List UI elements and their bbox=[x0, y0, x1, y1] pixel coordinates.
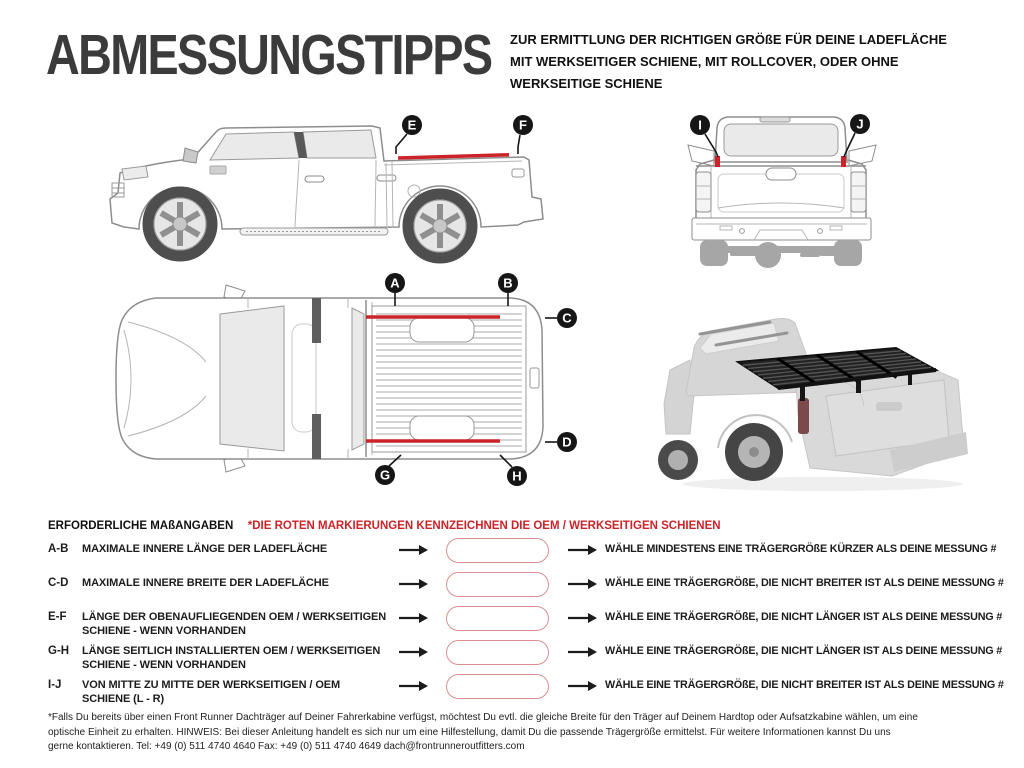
rear-bumper bbox=[692, 218, 871, 240]
measurement-input-field[interactable] bbox=[446, 538, 549, 563]
oem-rail-red-marking bbox=[715, 156, 720, 167]
tailgate-handle bbox=[876, 402, 902, 411]
truck-rear-view-illustration bbox=[650, 100, 895, 268]
bed-cutout bbox=[410, 318, 474, 342]
arrow-right-icon bbox=[553, 543, 605, 556]
arrow-right-icon bbox=[553, 645, 605, 658]
tailgate-handle bbox=[512, 169, 524, 177]
row-label: LÄNGE DER OBENAUFLIEGENDEN OEM / WERKSEITIGEN SCHIENE - WENN VORHANDEN bbox=[82, 611, 387, 637]
marker-d bbox=[557, 432, 577, 452]
truck-bed-rack-photo bbox=[648, 292, 1008, 497]
fender-badge bbox=[210, 166, 226, 174]
brake-light bbox=[760, 117, 790, 122]
svg-text:F: F bbox=[519, 117, 527, 133]
marker-i bbox=[690, 115, 710, 135]
arrow-right-icon bbox=[553, 611, 605, 624]
left-mirror bbox=[688, 145, 714, 166]
footer-line: optische Einheit zu erhalten. HINWEIS: Bei dieser Anleitung handelt es sich nur um eine Hilfestellung, damit Du die passende Trägergröße ermittelst. Für weitere Informationen kannst Du uns bbox=[48, 726, 891, 738]
arrow-right-icon bbox=[553, 577, 605, 590]
red-rail-note: *DIE ROTEN MARKIERUNGEN KENNZEICHNEN DIE OEM / WERKSEITIGEN SCHIENEN bbox=[247, 520, 721, 532]
row-instruction: WÄHLE MINDESTENS EINE TRÄGERGRÖßE KÜRZER ALS DEINE MESSUNG # bbox=[605, 543, 997, 555]
row-key: E-F bbox=[48, 611, 67, 623]
footer-line: *Falls Du bereits über einen Front Runner Dachträger auf Deiner Fahrerkabine verfügst, möchtest Du evtl. die gleiche Breite für den Träger auf Deinem Hardtop oder Aufsatzkabine wählen, um eine bbox=[48, 712, 918, 723]
front-wheel bbox=[148, 192, 212, 256]
marker-b bbox=[498, 273, 518, 293]
oem-rail-red-marking bbox=[841, 156, 846, 167]
measurement-input-field[interactable] bbox=[446, 640, 549, 665]
arrow-right-icon bbox=[398, 645, 446, 658]
side-mirror bbox=[183, 148, 198, 163]
marker-g bbox=[375, 465, 395, 485]
page-title: ABMESSUNGSTIPPS bbox=[46, 23, 492, 87]
marker-a bbox=[385, 273, 405, 293]
row-key: G-H bbox=[48, 645, 70, 657]
rear-wheel bbox=[408, 194, 472, 258]
left-taillight bbox=[696, 172, 711, 212]
svg-text:A: A bbox=[390, 275, 400, 291]
row-instruction: WÄHLE EINE TRÄGERGRÖßE, DIE NICHT LÄNGER IST ALS DEINE MESSUNG # bbox=[605, 611, 1003, 623]
tailgate-latch bbox=[530, 368, 539, 388]
row-key: I-J bbox=[48, 679, 62, 691]
svg-text:B: B bbox=[503, 275, 513, 291]
footer-line: gerne kontaktieren. Tel: +49 (0) 511 4740 4640 Fax: +49 (0) 511 4740 4649 dach@frontrunneroutfitters.com bbox=[48, 741, 525, 752]
measurement-row-i-j bbox=[48, 679, 1008, 713]
subtitle-line: ZUR ERMITTLUNG DER RICHTIGEN GRÖßE FÜR DEINE LADEFLÄCHE bbox=[510, 32, 947, 47]
footer-note bbox=[48, 711, 1016, 755]
subtitle-line: WERKSEITIGE SCHIENE bbox=[510, 76, 663, 91]
marker-j bbox=[850, 114, 870, 134]
arrow-right-icon bbox=[553, 679, 605, 692]
row-label: VON MITTE ZU MITTE DER WERKSEITIGEN / OEM SCHIENE (L - R) bbox=[82, 679, 341, 705]
svg-text:J: J bbox=[856, 116, 864, 132]
marker-c bbox=[557, 308, 577, 328]
tailgate-handle bbox=[766, 168, 796, 180]
measurements-heading: ERFORDERLICHE MAßANGABEN bbox=[48, 520, 234, 532]
row-label: MAXIMALE INNERE BREITE DER LADEFLÄCHE bbox=[82, 577, 329, 589]
measurements-section bbox=[48, 517, 1008, 713]
svg-text:E: E bbox=[407, 117, 417, 133]
bed-cutout bbox=[410, 416, 474, 440]
undercarriage bbox=[700, 240, 862, 268]
truck-side-view-illustration bbox=[88, 103, 558, 265]
b-pillar bbox=[312, 298, 321, 343]
marker-e bbox=[402, 115, 422, 135]
taillight bbox=[798, 398, 809, 434]
arrow-right-icon bbox=[398, 611, 446, 624]
right-mirror bbox=[849, 145, 876, 166]
row-key: C-D bbox=[48, 577, 69, 589]
rear-wheel bbox=[725, 423, 783, 481]
arrow-right-icon bbox=[398, 679, 446, 692]
row-instruction: WÄHLE EINE TRÄGERGRÖßE, DIE NICHT BREITER IST ALS DEINE MESSUNG # bbox=[605, 577, 1004, 589]
b-pillar bbox=[312, 414, 321, 459]
subtitle-line: MIT WERKSEITIGER SCHIENE, MIT ROLLCOVER, ODER OHNE bbox=[510, 54, 899, 69]
marker-f bbox=[513, 115, 533, 135]
svg-text:I: I bbox=[698, 117, 702, 133]
row-instruction: WÄHLE EINE TRÄGERGRÖßE, DIE NICHT LÄNGER IST ALS DEINE MESSUNG # bbox=[605, 645, 1003, 657]
arrow-right-icon bbox=[398, 543, 446, 556]
page-subtitle bbox=[510, 29, 947, 95]
row-instruction: WÄHLE EINE TRÄGERGRÖßE, DIE NICHT BREITER IST ALS DEINE MESSUNG # bbox=[605, 679, 1004, 691]
right-taillight bbox=[851, 172, 866, 212]
measurement-input-field[interactable] bbox=[446, 674, 549, 699]
front-wheel bbox=[658, 440, 698, 480]
row-key: A-B bbox=[48, 543, 69, 555]
headlight bbox=[122, 166, 148, 180]
svg-text:G: G bbox=[379, 467, 391, 483]
measurement-input-field[interactable] bbox=[446, 572, 549, 597]
svg-text:C: C bbox=[562, 310, 572, 326]
measurement-input-field[interactable] bbox=[446, 606, 549, 631]
truck-top-view-illustration bbox=[98, 268, 580, 490]
svg-text:D: D bbox=[562, 434, 572, 450]
row-label: LÄNGE SEITLICH INSTALLIERTEN OEM / WERKSEITIGEN SCHIENE - WENN VORHANDEN bbox=[82, 645, 381, 671]
svg-text:H: H bbox=[512, 468, 522, 484]
arrow-right-icon bbox=[398, 577, 446, 590]
door-handle bbox=[305, 176, 324, 182]
measurements-header bbox=[48, 517, 1008, 534]
row-label: MAXIMALE INNERE LÄNGE DER LADEFLÄCHE bbox=[82, 543, 328, 555]
marker-h bbox=[507, 466, 527, 486]
